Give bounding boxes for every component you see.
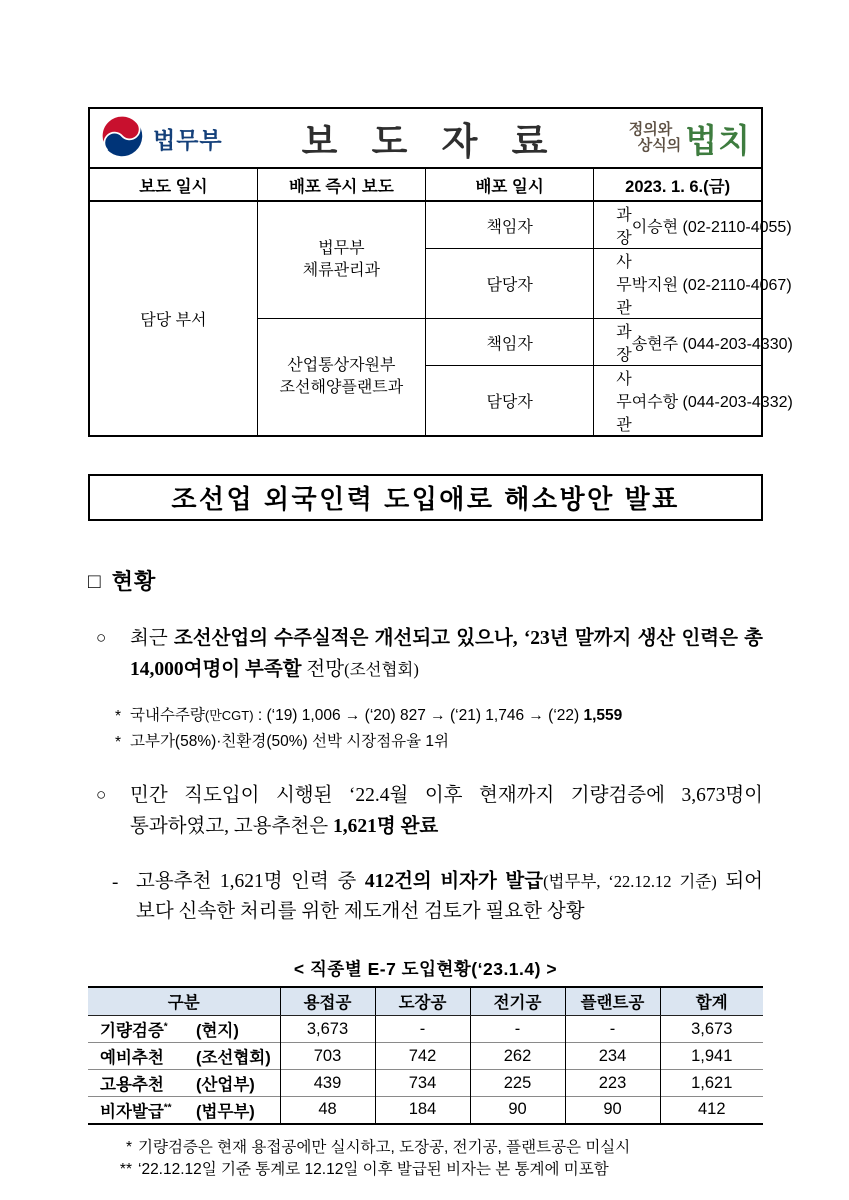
table-footnotes: [88, 1137, 763, 1182]
col-header: 도장공: [375, 987, 470, 1016]
footnote: * 기량검증은 현재 용접공에만 실시하고, 도장공, 전기공, 플랜트공은 미실시: [88, 1137, 763, 1159]
contact-role: 담당자: [426, 366, 594, 437]
slogan-main-text: 법치: [685, 121, 751, 159]
contact-person: 사무관 여수항 (044-203-4332): [594, 366, 762, 437]
distribute-value: 2023. 1. 6.(금): [594, 168, 762, 201]
table-title: < 직종별 E-7 도입현황(‘23.1.4) >: [293, 958, 558, 979]
square-bullet-icon: □: [88, 570, 102, 593]
dash-bullet-icon: -: [112, 871, 119, 893]
contact-role: 책임자: [426, 201, 594, 249]
slogan-small-text: 정의와 상식의: [628, 121, 682, 154]
distribute-label: 배포 일시: [426, 168, 594, 201]
slogan: [581, 115, 751, 162]
table-row: 예비추천 (조선협회) 703 742 262 234 1,941: [88, 1043, 763, 1070]
agency-name: 법무부: [153, 126, 223, 153]
release-label: 보도 일시: [89, 168, 257, 201]
contact-role: 책임자: [426, 319, 594, 366]
reference-notes: [88, 703, 763, 755]
contact-role: 담당자: [426, 249, 594, 319]
paragraph-recommendations: ○ 민간 직도입이 시행된 ‘22.4월 이후 현재까지 기량검증에 3,673명이 통과하였고, 고용추천은 1,621명 완료: [88, 781, 763, 842]
circle-bullet-icon: ○: [96, 628, 107, 647]
table-row: 기량검증* (현지) 3,673 - - - 3,673: [88, 1016, 763, 1043]
asterisk-marker: *: [115, 708, 122, 726]
col-header: 용접공: [280, 987, 375, 1016]
col-header: 합계: [660, 987, 763, 1016]
contact-person: 과 장 이승현 (02-2110-4055): [594, 201, 762, 249]
paragraph-outlook: ○ 최근 조선산업의 수주실적은 개선되고 있으나, ‘23년 말까지 생산 인력은 총 14,000여명이 부족할 전망(조선협회): [88, 624, 763, 685]
table-row: 비자발급** (법무부) 48 184 90 90 412: [88, 1097, 763, 1124]
document-content: [88, 107, 793, 1182]
dept-label: 담당 부서: [89, 201, 257, 436]
section-heading: □ 현황: [88, 569, 157, 594]
dept-name-moj: 법무부 체류관리과: [257, 201, 425, 319]
note-orders: * 국내수주량(만CGT) : (‘19) 1,006 → (‘20) 827 → (‘21) 1,746 → (‘22) 1,559: [88, 703, 763, 729]
dept-name-motie: 산업통상자원부 조선해양플랜트과: [257, 319, 425, 437]
contact-row: [89, 201, 762, 249]
paragraph-visa-issuance: - 고용추천 1,621명 인력 중 412건의 비자가 발급(법무부, ‘22.12.12 기준) 되어 보다 신속한 처리를 위한 제도개선 검토가 필요한 상황: [88, 867, 763, 928]
table-header-row: [88, 987, 763, 1016]
col-header: 구분: [88, 987, 280, 1016]
note-market-share: * 고부가(58%)·친환경(50%) 선박 시장점유율 1위: [88, 729, 763, 755]
headline-box: [88, 474, 763, 521]
government-taegeuk-logo-icon: [100, 114, 144, 163]
asterisk-marker: *: [125, 1138, 132, 1156]
circle-bullet-icon: ○: [96, 785, 107, 805]
masthead-row: [89, 108, 762, 168]
release-value: 배포 즉시 보도: [257, 168, 425, 201]
e7-introduction-table: [88, 986, 763, 1125]
footnote: ** ‘22.12.12일 기준 통계로 12.12일 이후 발급된 비자는 본 통계에 미포함: [88, 1159, 763, 1181]
table-row: 고용추천 (산업부) 439 734 225 223 1,621: [88, 1070, 763, 1097]
asterisk-marker: *: [115, 734, 122, 752]
header-info-table: [88, 107, 793, 437]
col-header: 전기공: [470, 987, 565, 1016]
contact-person: 과 장 송현주 (044-203-4330): [594, 319, 762, 366]
contact-person: 사무관 박지원 (02-2110-4067): [594, 249, 762, 319]
col-header: 플랜트공: [565, 987, 660, 1016]
double-asterisk-marker: **: [119, 1161, 132, 1179]
headline-text: 조선업 외국인력 도입애로 해소방안 발표: [171, 484, 680, 514]
agency-brand: [100, 114, 270, 163]
release-date-row: [89, 168, 762, 201]
doc-type-title: 보 도 자 료: [301, 121, 560, 162]
